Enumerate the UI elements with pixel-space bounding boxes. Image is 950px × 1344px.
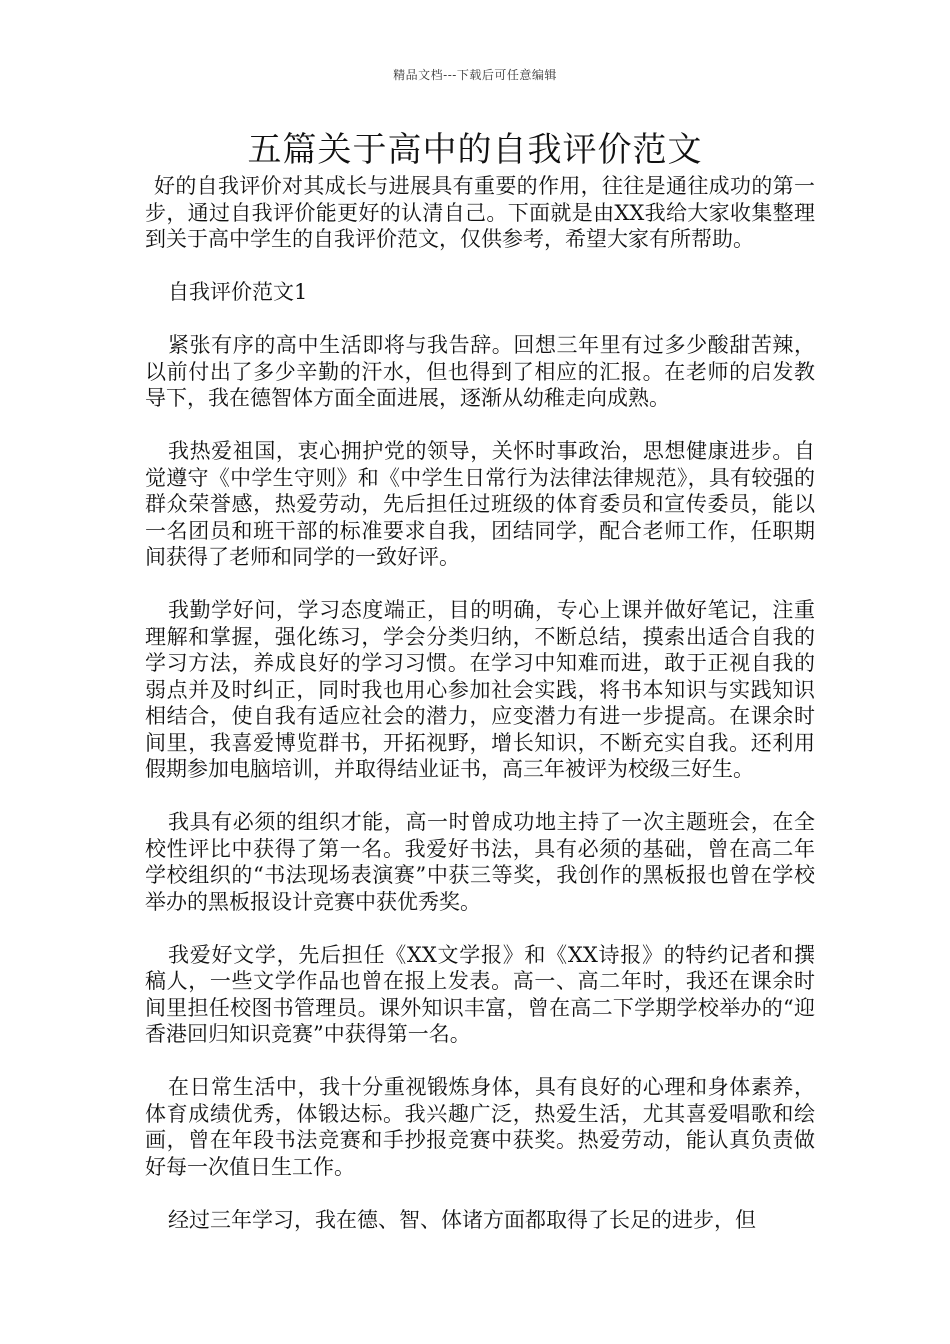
body-paragraph-2: 我热爱祖国，衷心拥护党的领导，关怀时事政治，思想健康进步。自觉遵守《中学生守则》和《中学生日常行为法律法律规范》，具有较强的群众荣誉感，热爱劳动，先后担任过班级的体育委员和宣传委员，能以一名团员和班干部的标准要求自我，团结同学，配合老师工作，任职期间获得了老师和同学的一致好评。	[145, 439, 815, 569]
intro-paragraph: 好的自我评价对其成长与进展具有重要的作用，往往是通往成功的第一步，通过自我评价能更好的认清自己。下面就是由XX我给大家收集整理到关于高中学生的自我评价范文，仅供参考，希望大家有所帮助。	[145, 174, 815, 251]
section-heading: 自我评价范文1	[168, 280, 308, 304]
document-title: 五篇关于高中的自我评价范文	[247, 130, 703, 170]
body-paragraph-5: 我爱好文学，先后担任《XX文学报》和《XX诗报》的特约记者和撰稿人，一些文学作品也曾在报上发表。高一、高二年时，我还在课余时间里担任校图书管理员。课外知识丰富，曾在高二下学期学校举办的“迎香港回归知识竞赛”中获得第一名。	[145, 942, 815, 1046]
header-note: 精品文档---下载后可任意编辑	[393, 68, 557, 82]
body-paragraph-4: 我具有必须的组织才能，高一时曾成功地主持了一次主题班会，在全校性评比中获得了第一名。我爱好书法，具有必须的基础，曾在高二年学校组织的“书法现场表演赛”中获三等奖，我创作的黑板报也曾在学校举办的黑板报设计竞赛中获优秀奖。	[145, 810, 815, 914]
body-paragraph-1: 紧张有序的高中生活即将与我告辞。回想三年里有过多少酸甜苦辣，以前付出了多少辛勤的汗水，但也得到了相应的汇报。在老师的启发教导下，我在德智体方面全面进展，逐渐从幼稚走向成熟。	[145, 333, 815, 410]
body-paragraph-3: 我勤学好问，学习态度端正，目的明确，专心上课并做好笔记，注重理解和掌握，强化练习，学会分类归纳，不断总结，摸索出适合自我的学习方法，养成良好的学习习惯。在学习中知难而进，敢于正视自我的弱点并及时纠正，同时我也用心参加社会实践，将书本知识与实践知识相结合，使自我有适应社会的潜力，应变潜力有进一步提高。在课余时间里，我喜爱博览群书，开拓视野，增长知识，不断充实自我。还利用假期参加电脑培训，并取得结业证书，高三年被评为校级三好生。	[145, 598, 815, 781]
body-paragraph-7: 经过三年学习，我在德、智、体诸方面都取得了长足的进步，但	[168, 1207, 756, 1232]
body-paragraph-6: 在日常生活中，我十分重视锻炼身体，具有良好的心理和身体素养，体育成绩优秀，体锻达标。我兴趣广泛，热爱生活，尤其喜爱唱歌和绘画，曾在年段书法竞赛和手抄报竞赛中获奖。热爱劳动，能认真负责做好每一次值日生工作。	[145, 1075, 815, 1179]
document-body	[145, 173, 815, 1233]
